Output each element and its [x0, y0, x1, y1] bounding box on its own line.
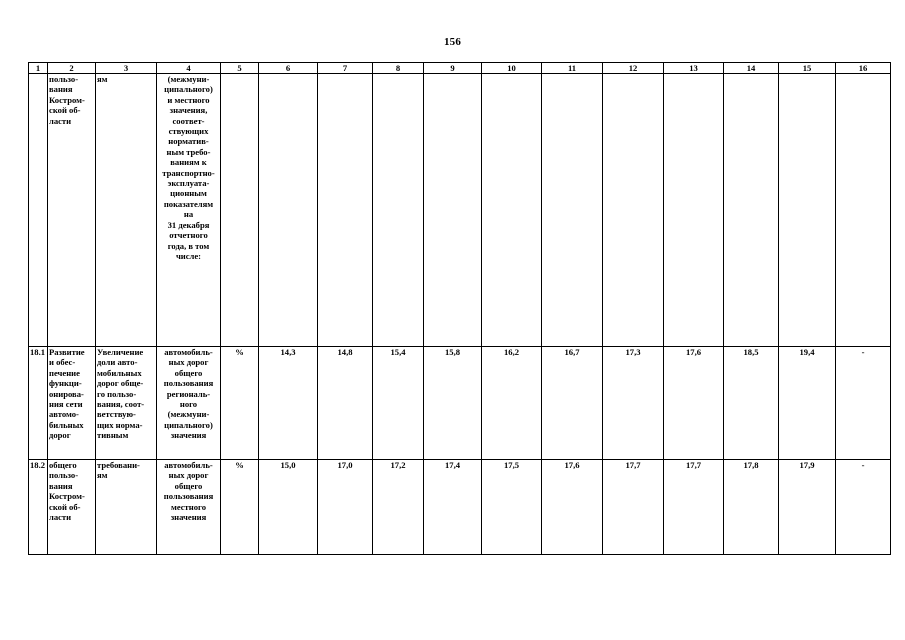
column-number: 7	[318, 63, 373, 74]
column-number: 5	[221, 63, 259, 74]
value-cell: 17,2	[373, 460, 424, 555]
unit-cell: %	[221, 460, 259, 555]
value-cell: 19,4	[779, 347, 836, 460]
value-cell	[259, 74, 318, 347]
value-cell	[482, 74, 542, 347]
value-cell: 18,5	[724, 347, 779, 460]
unit-cell: %	[221, 347, 259, 460]
column-number: 9	[424, 63, 482, 74]
value-cell: 15,0	[259, 460, 318, 555]
indicator-detail-cell: автомобиль- ных дорог общего пользования местного значения	[157, 460, 221, 555]
column-number: 4	[157, 63, 221, 74]
column-number: 6	[259, 63, 318, 74]
value-cell: 14,8	[318, 347, 373, 460]
value-cell: 17,3	[603, 347, 664, 460]
row-number: 18.1	[29, 347, 48, 460]
column-number: 15	[779, 63, 836, 74]
value-cell: 16,7	[542, 347, 603, 460]
task-cell: общего пользо- вания Костром- ской об- ласти	[48, 460, 96, 555]
indicator-detail-cell: автомобиль- ных дорог общего пользования региональ- ного (межмуни- ципального) значения	[157, 347, 221, 460]
value-cell: 17,4	[424, 460, 482, 555]
row-number	[29, 74, 48, 347]
value-cell: 15,4	[373, 347, 424, 460]
table-row	[29, 347, 891, 460]
value-cell: 14,3	[259, 347, 318, 460]
value-cell	[318, 74, 373, 347]
column-number: 12	[603, 63, 664, 74]
indicator-cell: Увеличение доли авто- мобильных дорог обще- го пользо- вания, соот- ветствую- щих норма- тивным	[96, 347, 157, 460]
indicator-cell: требовани- ям	[96, 460, 157, 555]
value-cell: 16,2	[482, 347, 542, 460]
value-cell: 17,0	[318, 460, 373, 555]
value-cell: -	[836, 347, 891, 460]
column-number: 8	[373, 63, 424, 74]
value-cell	[836, 74, 891, 347]
column-number-row	[29, 63, 891, 74]
table-row	[29, 74, 891, 347]
value-cell	[424, 74, 482, 347]
column-number: 16	[836, 63, 891, 74]
column-number: 11	[542, 63, 603, 74]
value-cell: 17,9	[779, 460, 836, 555]
value-cell	[542, 74, 603, 347]
value-cell	[603, 74, 664, 347]
task-cell: Развитие и обес- печение функци- онирова- ния сети автомо- бильных дорог	[48, 347, 96, 460]
value-cell: -	[836, 460, 891, 555]
indicator-detail-cell: (межмуни- ципального) и местного значения, соответ- ствующих норматив- ным требо- ваниям к транспортно- эксплуата- ционным показателям на 31 декабря отчетного года, в том числе:	[157, 74, 221, 347]
value-cell: 17,7	[603, 460, 664, 555]
value-cell: 17,6	[542, 460, 603, 555]
value-cell: 17,7	[664, 460, 724, 555]
column-number: 1	[29, 63, 48, 74]
value-cell: 17,5	[482, 460, 542, 555]
indicators-table	[28, 62, 891, 555]
value-cell: 17,8	[724, 460, 779, 555]
page-number: 156	[443, 36, 462, 48]
column-number: 14	[724, 63, 779, 74]
indicator-cell: ям	[96, 74, 157, 347]
column-number: 10	[482, 63, 542, 74]
table-row	[29, 460, 891, 555]
column-number: 2	[48, 63, 96, 74]
task-cell: пользо- вания Костром- ской об- ласти	[48, 74, 96, 347]
unit-cell	[221, 74, 259, 347]
value-cell	[724, 74, 779, 347]
value-cell	[373, 74, 424, 347]
value-cell: 17,6	[664, 347, 724, 460]
value-cell	[664, 74, 724, 347]
column-number: 13	[664, 63, 724, 74]
value-cell: 15,8	[424, 347, 482, 460]
row-number: 18.2	[29, 460, 48, 555]
column-number: 3	[96, 63, 157, 74]
value-cell	[779, 74, 836, 347]
